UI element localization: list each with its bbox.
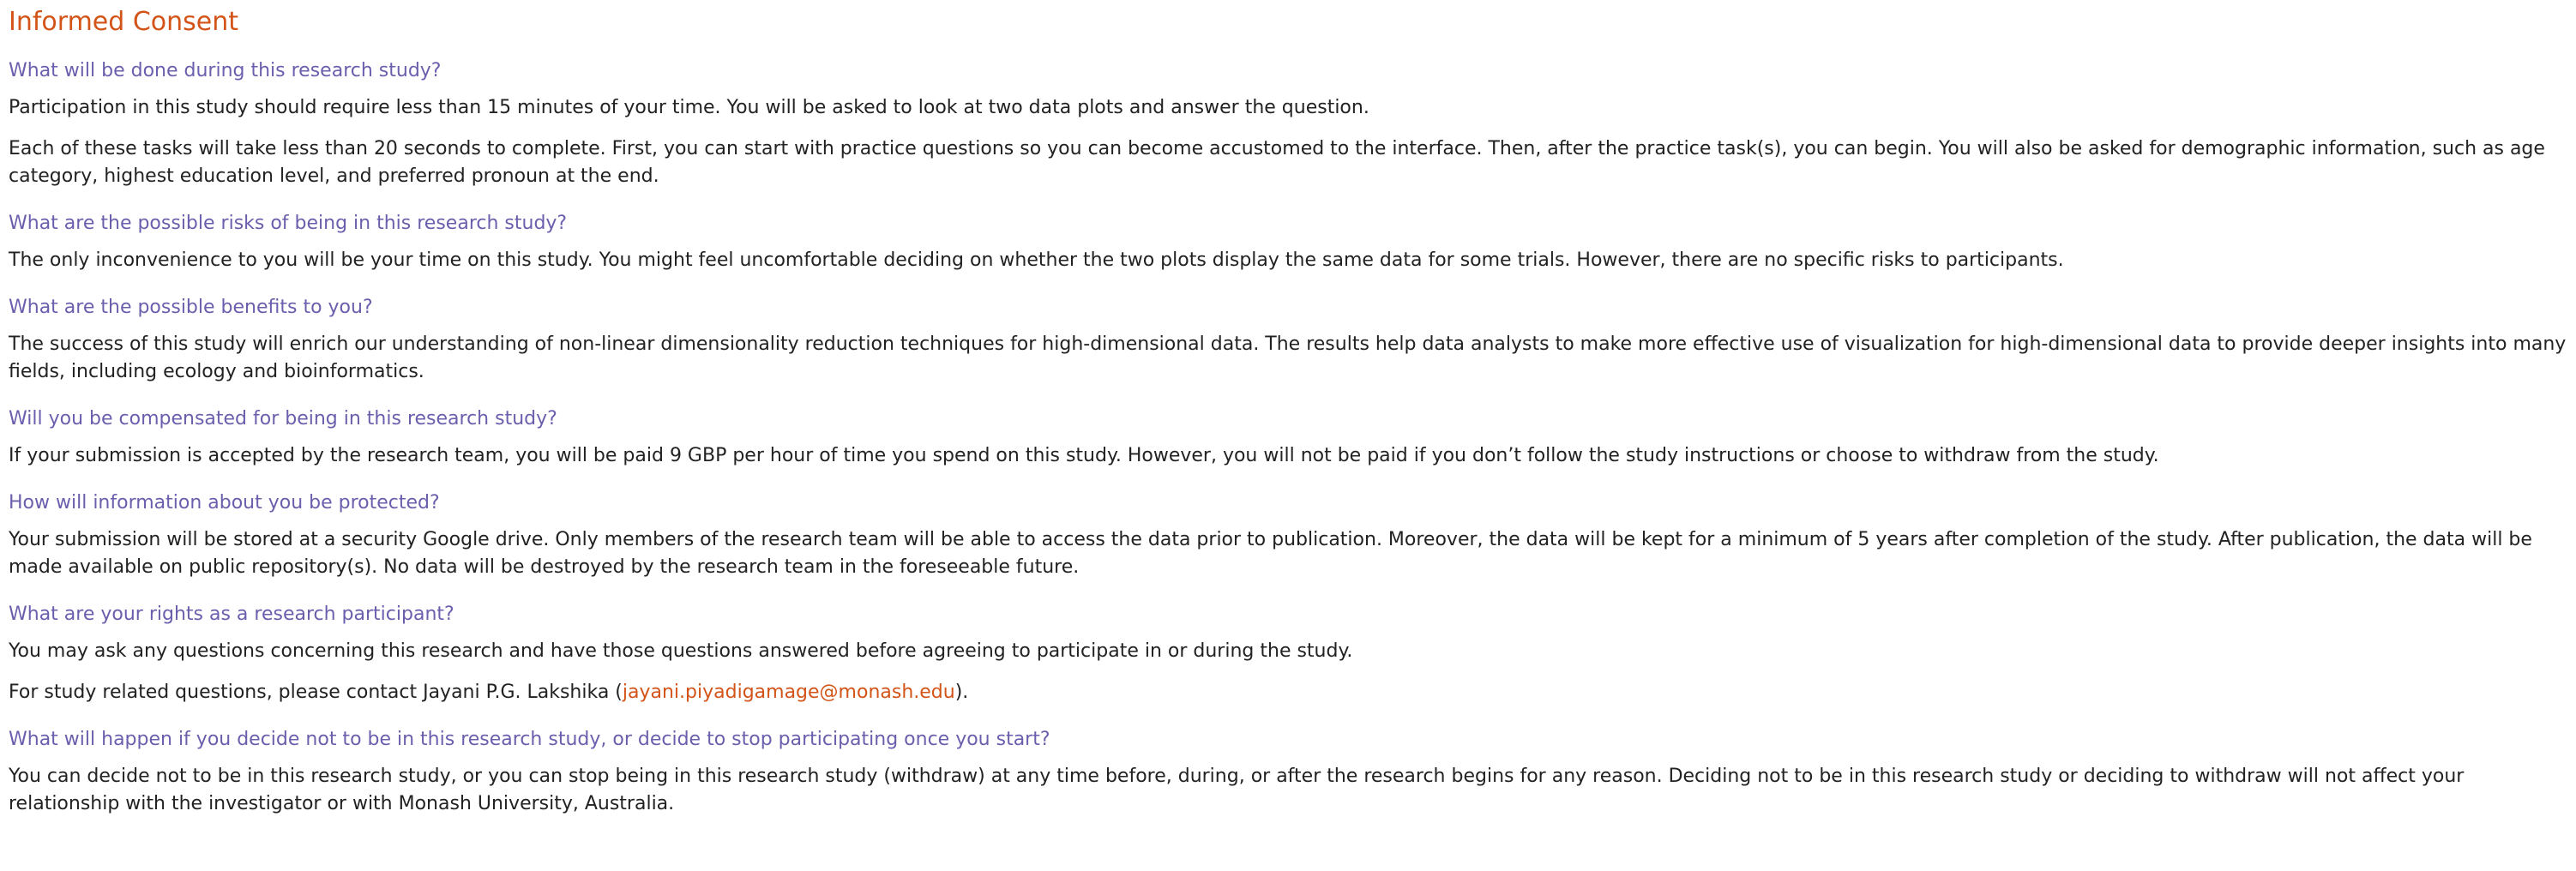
section-paragraph: You can decide not to be in this research study, or you can stop being in this research study (withdraw) at any time before, during, or after the research begins for any reason. Deciding not to be in this research study or deciding to withdraw will not affect your relationship with the investigator or with Monash University, Australia. (9, 766, 2465, 814)
contact-suffix: ). (954, 682, 969, 703)
section-heading-risks: What are the possible risks of being in this research study? (9, 213, 568, 234)
section-heading-benefits: What are the possible benefits to you? (9, 297, 373, 318)
section-paragraph: Participation in this study should require less than 15 minutes of your time. You will be asked to look at two data plots and answer the question. (9, 97, 1369, 118)
section-paragraph: Your submission will be stored at a security Google drive. Only members of the research team will be able to access the data prior to publication. Moreover, the data will be kept for a minimum of 5 years after completion of the study. After publication, the data will be made available on public repository(s). No data will be destroyed by the research team in the foreseeable future. (9, 529, 2532, 578)
section-paragraph: You may ask any questions concerning this research and have those questions answered before agreeing to participate in or during the study. (9, 640, 1353, 662)
section-heading-study-procedure: What will be done during this research study? (9, 60, 442, 81)
section-paragraph: Each of these tasks will take less than 20 seconds to complete. First, you can start with practice questions so you can become accustomed to the interface. Then, after the practice task(s), you can begin. You will also be asked for demographic information, such as age category, highest education level, and preferred pronoun at the end. (9, 138, 2545, 187)
contact-paragraph (9, 679, 2567, 706)
section-heading-rights: What are your rights as a research participant? (9, 604, 454, 625)
page-title: Informed Consent (9, 7, 239, 37)
section-heading-compensation: Will you be compensated for being in this research study? (9, 408, 557, 429)
section-paragraph: If your submission is accepted by the research team, you will be paid 9 GBP per hour of time you spend on this study. However, you will not be paid if you don’t follow the study instructions or choose to withdraw from the study. (9, 445, 2159, 466)
section-paragraph: The only inconvenience to you will be your time on this study. You might feel uncomfortable deciding on whether the two plots display the same data for some trials. However, there are no specific risks to participants. (9, 249, 2064, 271)
section-paragraph: The success of this study will enrich our understanding of non-linear dimensionality reduction techniques for high-dimensional data. The results help data analysts to make more effective use of visualization for high-dimensional data to provide deeper insights into many fields, including ecology and bioinformatics. (9, 333, 2567, 382)
contact-prefix: For study related questions, please contact Jayani P.G. Lakshika ( (9, 682, 623, 703)
contact-email-link[interactable]: jayani.piyadigamage@monash.edu (622, 682, 955, 703)
section-heading-data-protection: How will information about you be protected? (9, 492, 440, 514)
section-heading-withdrawal: What will happen if you decide not to be in this research study, or decide to stop participating once you start? (9, 729, 1050, 750)
